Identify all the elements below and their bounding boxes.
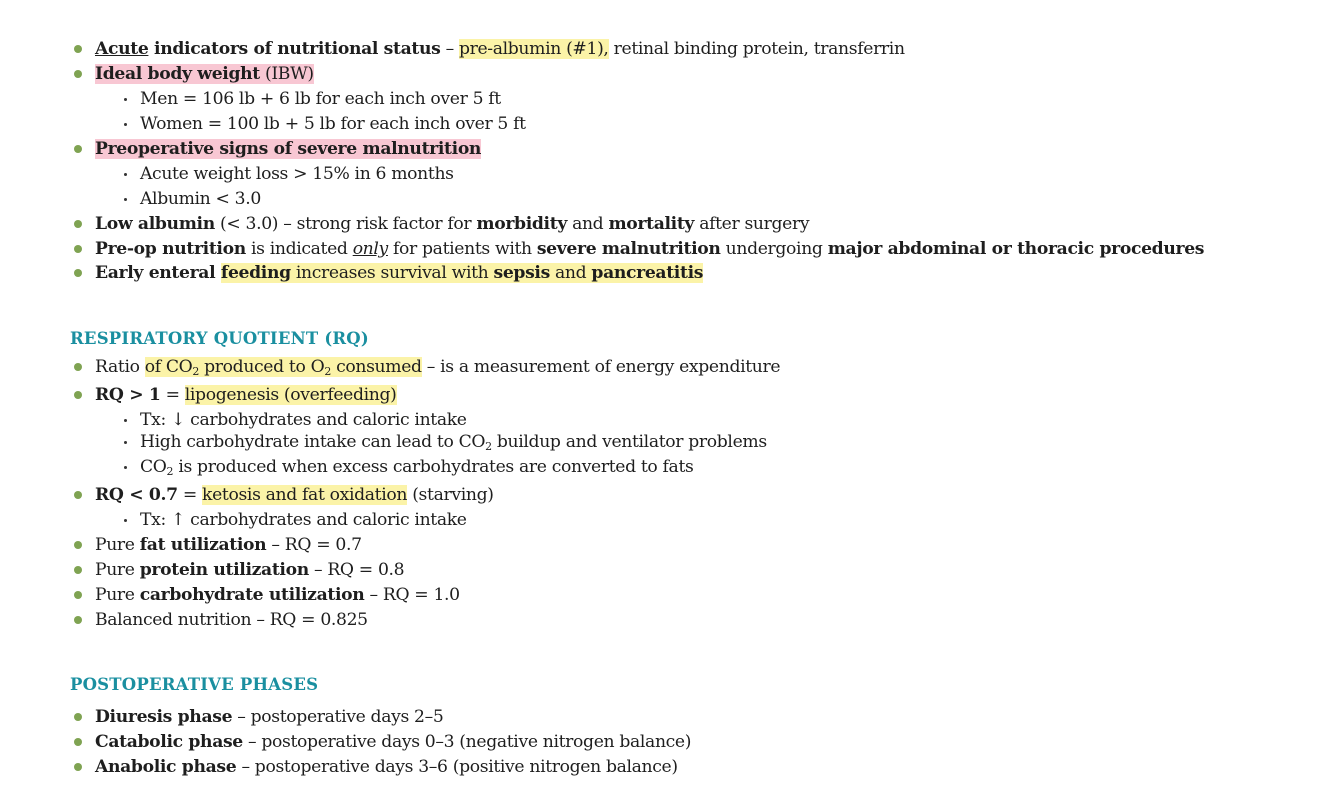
list-item-preop-signs: Preoperative signs of severe malnutrition [95,138,481,160]
sub-item-high-carb: High carbohydrate intake can lead to $CO_2$ buildup and ventilator problems [140,431,767,453]
bullet-icon [74,763,82,771]
sub-bullet-icon [124,466,127,469]
sub-item-albumin: Albumin < 3.0 [140,188,261,210]
list-item-early-enteral: Early enteral feeding increases survival with sepsis and pancreatitis [95,262,703,284]
bullet-icon [74,491,82,499]
bullet-icon [74,220,82,228]
bullet-icon [74,566,82,574]
list-item-anabolic-phase: Anabolic phase – postoperative days 3–6 (positive nitrogen balance) [95,756,678,778]
bullet-icon [74,145,82,153]
list-item-rq-gt-1: RQ > 1 = lipogenesis (overfeeding) [95,384,397,406]
bullet-icon [74,245,82,253]
list-item-carb-utilization: Pure carbohydrate utilization – RQ = 1.0 [95,584,460,606]
sub-bullet-icon [124,123,127,126]
section-heading-rq: RESPIRATORY QUOTIENT (RQ) [70,329,369,348]
sub-bullet-icon [124,419,127,422]
bullet-icon [74,738,82,746]
bullet-icon [74,713,82,721]
bullet-icon [74,45,82,53]
list-item-protein-utilization: Pure protein utilization – RQ = 0.8 [95,559,404,581]
bullet-icon [74,70,82,78]
bullet-icon [74,541,82,549]
sub-item-tx-increase: Tx: ↑ carbohydrates and caloric intake [140,509,467,531]
bullet-icon [74,269,82,277]
bullet-icon [74,591,82,599]
section-heading-phases: POSTOPERATIVE PHASES [70,675,319,694]
list-item-preop-nutrition: Pre-op nutrition is indicated only for patients with severe malnutrition undergoing major abdominal or thoracic procedures [95,238,1204,260]
list-item-low-albumin: Low albumin (< 3.0) – strong risk factor for morbidity and mortality after surgery [95,213,809,235]
bullet-icon [74,391,82,399]
list-item-rq-lt-07: RQ < 0.7 = ketosis and fat oxidation (starving) [95,484,494,506]
sub-bullet-icon [124,519,127,522]
sub-bullet-icon [124,173,127,176]
sub-bullet-icon [124,441,127,444]
sub-item-weight-loss: Acute weight loss > 15% in 6 months [140,163,454,185]
list-item-ideal-body-weight: Ideal body weight (IBW) [95,63,314,85]
list-item-fat-utilization: Pure fat utilization – RQ = 0.7 [95,534,362,556]
bullet-icon [74,616,82,624]
bullet-icon [74,363,82,371]
list-item-rq-ratio: Ratio of $CO_2$ produced to $O_2$ consumed – is a measurement of energy expenditure [95,356,780,378]
list-item-acute-indicators: Acute indicators of nutritional status – pre-albumin (#1), retinal binding protein, transferrin [95,38,905,60]
sub-bullet-icon [124,198,127,201]
list-item-catabolic-phase: Catabolic phase – postoperative days 0–3 (negative nitrogen balance) [95,731,691,753]
sub-item-ibw-men: Men = 106 lb + 6 lb for each inch over 5 ft [140,88,501,110]
list-item-balanced-nutrition: Balanced nutrition – RQ = 0.825 [95,609,368,631]
sub-item-co2-produced: $CO_2$ is produced when excess carbohydrates are converted to fats [140,456,693,478]
sub-item-tx-decrease: Tx: ↓ carbohydrates and caloric intake [140,409,467,431]
sub-item-ibw-women: Women = 100 lb + 5 lb for each inch over 5 ft [140,113,526,135]
list-item-diuresis-phase: Diuresis phase – postoperative days 2–5 [95,706,443,728]
sub-bullet-icon [124,98,127,101]
